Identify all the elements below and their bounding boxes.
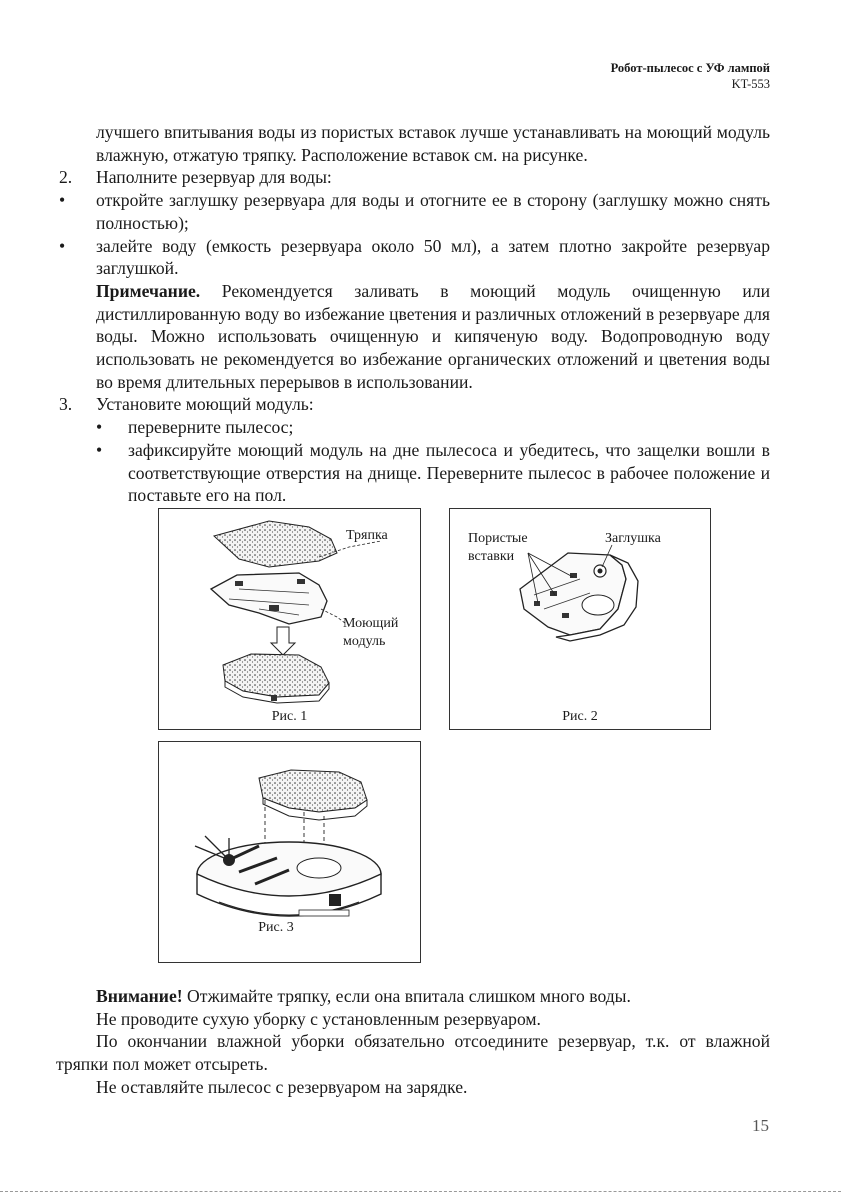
bottom-notes: [56, 985, 770, 1099]
module-pointer: [321, 609, 345, 623]
figure-2: [449, 508, 711, 730]
figure-1-caption: Рис. 1: [271, 709, 308, 724]
step-3-bullet-text: зафиксируйте моющий модуль на дне пылесоса и убедитесь, что защелки вошли в соответствующие отверстия на днище. Переверните пылесос в рабочее положение и поставьте его на пол.: [128, 439, 770, 506]
step-2-number: 2.: [59, 167, 73, 188]
warning-text: Отжимайте тряпку, если она впитала слишком много воды.: [182, 986, 631, 1006]
footer-line: [0, 1191, 841, 1192]
step-2-bullet-text: откройте заглушку резервуара для воды и отогните ее в сторону (заглушку можно снять полностью);: [96, 190, 770, 233]
page-header: [611, 60, 770, 92]
bullet-marker: •: [59, 235, 66, 256]
intro-paragraph: лучшего впитывания воды из пористых вставок лучше устанавливать на моющий модуль влажную, отжатую тряпку. Расположение вставок см. на рисунке.: [96, 122, 770, 165]
arrow-down: [271, 627, 295, 655]
step-3-text: Установите моющий модуль:: [96, 394, 314, 415]
header-model: KT-553: [731, 77, 770, 91]
label-module-line1: Моющий: [343, 616, 399, 631]
header-title: Робот-пылесос с УФ лампой: [610, 61, 770, 75]
step-3: [56, 393, 770, 416]
figure-3: [158, 741, 421, 963]
label-inserts-line2: вставки: [468, 549, 515, 564]
warning-label: Внимание!: [96, 986, 183, 1006]
step-3-bullet-text: переверните пылесос;: [128, 417, 294, 438]
step-3-number: 3.: [59, 394, 73, 415]
note-label: Примечание.: [96, 280, 201, 301]
instructions-body: [56, 121, 770, 507]
label-module-line2: модуль: [343, 634, 386, 649]
note-line: По окончании влажной уборки обязательно отсоедините резервуар, т.к. от влажной тряпки пол может отсыреть.: [56, 1031, 770, 1075]
figure-2-caption: Рис. 2: [562, 709, 598, 724]
note-paragraph: [56, 280, 770, 394]
label-inserts-line1: Пористые: [468, 531, 528, 546]
step-2-bullet: [56, 235, 770, 280]
module-shape: [211, 573, 327, 624]
bullet-marker: •: [96, 439, 103, 460]
step-2-text: Наполните резервуар для воды:: [96, 167, 332, 188]
figure-3-caption: Рис. 3: [258, 920, 294, 935]
warning-paragraph: [56, 985, 770, 1008]
bullet-marker: •: [59, 190, 66, 211]
figure-1: [158, 508, 421, 730]
label-plug: Заглушка: [605, 531, 661, 546]
step-2-bullet: [56, 189, 770, 234]
label-cloth: Тряпка: [346, 528, 388, 543]
note-text: Рекомендуется заливать в моющий модуль очищенную или дистиллированную воду во избежание цветения и различных отложений в резервуаре для воды. Можно использовать очищенную и кипяченую воду. Водопроводную воду использовать не рекомендуется во избежание органических отложений и цветения воды во время длительных перерывов в использовании.: [96, 280, 770, 392]
bullet-marker: •: [96, 417, 103, 438]
note-line: Не оставляйте пылесос с резервуаром на зарядке.: [96, 1076, 468, 1097]
step-3-bullet: [56, 439, 770, 507]
step-3-bullet: [56, 416, 770, 439]
step-2-bullet-text: залейте воду (емкость резервуара около 50 мл), а затем плотно закройте резервуар заглушкой.: [96, 235, 770, 279]
note-line: Не проводите сухую уборку с установленным резервуаром.: [96, 1008, 541, 1029]
cloth-shape: [214, 521, 337, 567]
step-2: [56, 166, 770, 189]
page-number: 15: [752, 1116, 769, 1135]
